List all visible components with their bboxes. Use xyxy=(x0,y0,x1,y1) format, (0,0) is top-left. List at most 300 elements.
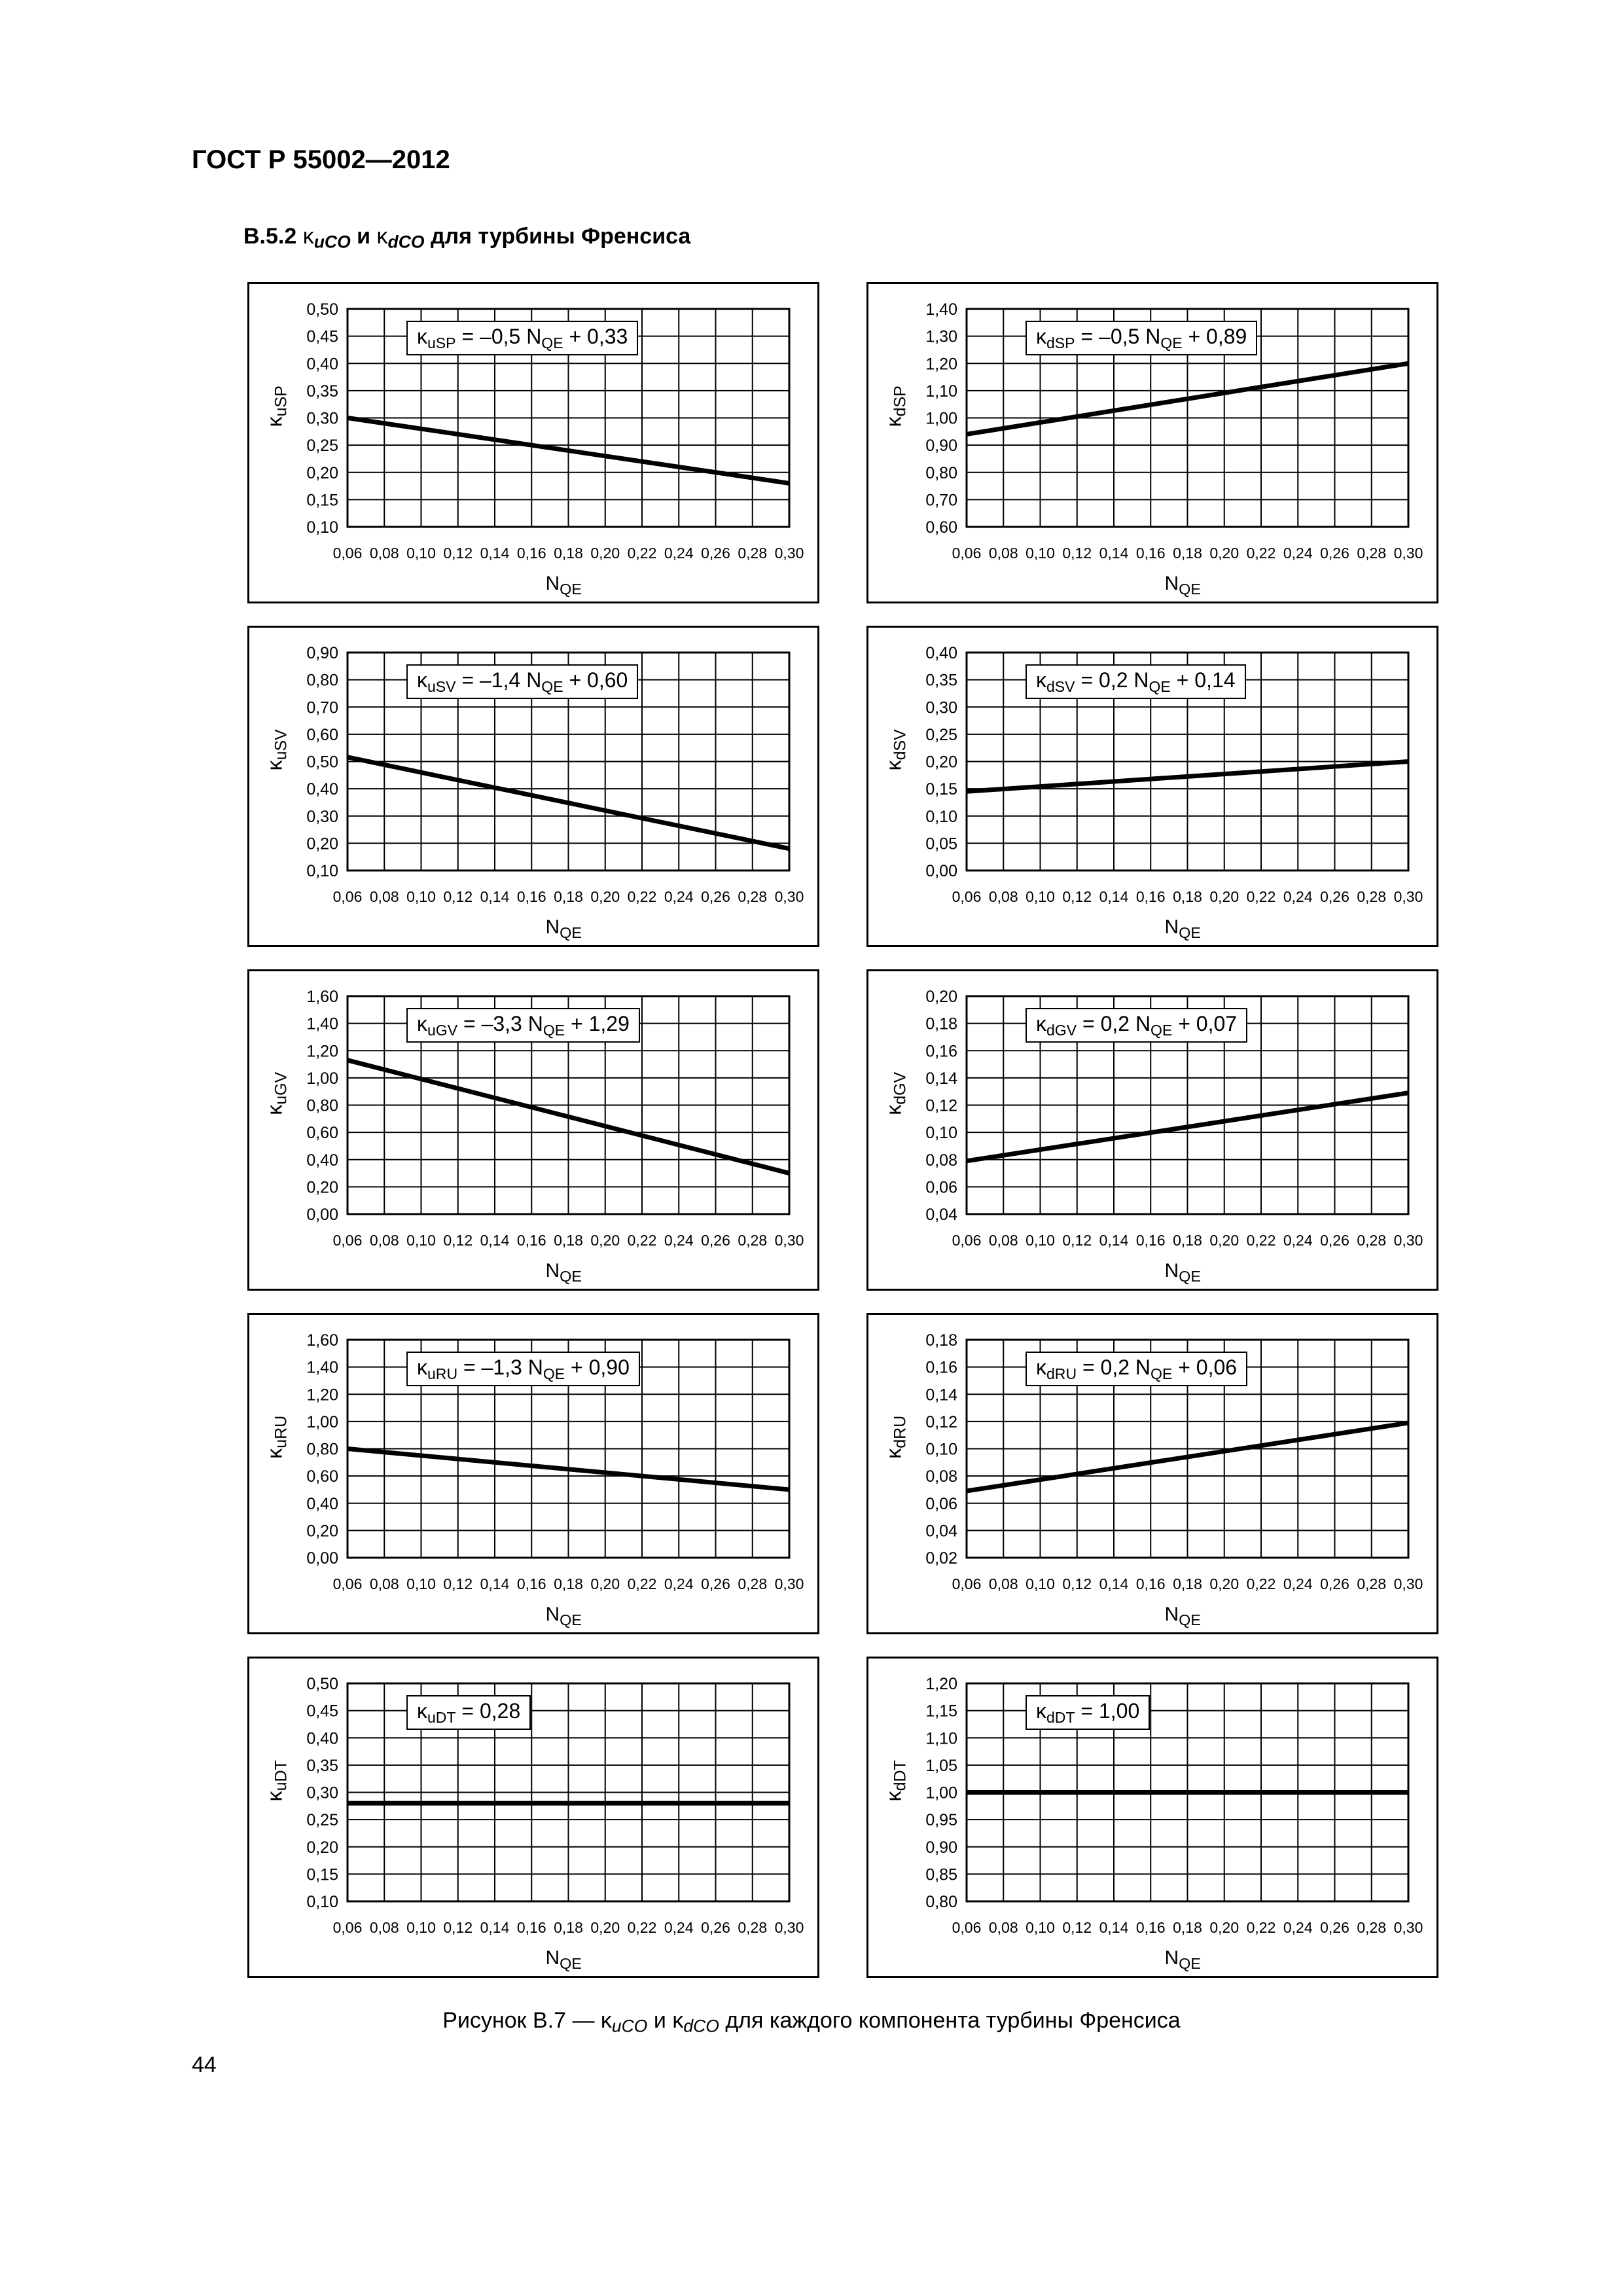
x-axis-label-sub: QE xyxy=(560,924,582,942)
x-tick-label: 0,22 xyxy=(627,1575,657,1592)
x-tick-label: 0,06 xyxy=(952,1919,982,1936)
equation-label xyxy=(1026,321,1257,355)
x-tick-label: 0,30 xyxy=(774,1232,804,1249)
x-tick-label: 0,10 xyxy=(1026,1575,1055,1592)
y-tick-label: 0,60 xyxy=(306,1467,338,1486)
x-tick-label: 0,18 xyxy=(554,1575,583,1592)
x-tick-label: 0,08 xyxy=(369,545,399,562)
x-tick-label: 0,10 xyxy=(1026,1232,1055,1249)
y-tick-label: 1,20 xyxy=(306,1386,338,1405)
y-tick-label: 0,50 xyxy=(306,753,338,772)
equation-part: + 0,33 xyxy=(563,325,628,348)
y-axis-label-sub: uSV xyxy=(272,728,291,760)
x-tick-label: 0,16 xyxy=(516,888,546,905)
x-tick-label: 0,08 xyxy=(369,888,399,905)
x-axis-label xyxy=(546,916,582,942)
x-tick-label: 0,10 xyxy=(1026,1919,1055,1936)
chart-panel-uRU xyxy=(247,1313,819,1634)
equation-part: κ xyxy=(1036,1012,1046,1035)
y-axis-label-sub: dSV xyxy=(891,728,910,760)
y-axis-label-main: κ xyxy=(262,416,287,427)
y-axis-label-main: κ xyxy=(882,759,906,770)
x-tick-label: 0,22 xyxy=(1246,1575,1276,1592)
y-tick-label: 0,10 xyxy=(306,518,338,537)
x-axis-label-main: N xyxy=(545,1260,560,1282)
x-tick-label: 0,26 xyxy=(701,1232,730,1249)
x-tick-label: 0,12 xyxy=(1062,545,1092,562)
y-tick-label: 0,08 xyxy=(925,1151,957,1170)
x-tick-label: 0,30 xyxy=(1393,545,1423,562)
x-axis-label-sub: QE xyxy=(560,1268,582,1285)
x-tick-label: 0,24 xyxy=(664,1232,694,1249)
x-tick-label: 0,18 xyxy=(554,1232,583,1249)
y-tick-label: 0,20 xyxy=(306,1522,338,1541)
x-tick-label: 0,14 xyxy=(480,1919,510,1936)
section-sub-2: dCO xyxy=(387,232,425,252)
equation-part: κ xyxy=(1036,1355,1046,1379)
x-tick-label: 0,06 xyxy=(332,545,363,562)
x-tick-label: 0,30 xyxy=(1393,1232,1423,1249)
x-tick-label: 0,30 xyxy=(1393,888,1423,905)
y-tick-label: 1,00 xyxy=(925,1784,957,1803)
y-tick-label: 0,30 xyxy=(306,807,338,826)
y-axis-label-sub: dGV xyxy=(891,1071,910,1105)
y-tick-label: 0,45 xyxy=(306,327,338,346)
chart-panel-uGV xyxy=(247,969,819,1291)
x-tick-label: 0,22 xyxy=(627,545,657,562)
equation-part: + 0,06 xyxy=(1172,1355,1238,1379)
x-axis-label-main: N xyxy=(545,1947,560,1969)
equation-part: uGV xyxy=(427,1021,458,1039)
x-tick-label: 0,28 xyxy=(738,1919,768,1936)
equation-part: κ xyxy=(417,1012,427,1035)
y-tick-label: 0,60 xyxy=(925,518,957,537)
x-tick-label: 0,18 xyxy=(1173,888,1202,905)
x-tick-label: 0,22 xyxy=(627,888,657,905)
y-tick-label: 0,60 xyxy=(306,725,338,744)
x-tick-label: 0,26 xyxy=(1320,1919,1349,1936)
y-tick-label: 0,70 xyxy=(925,491,957,510)
equation-part: uDT xyxy=(427,1708,456,1726)
x-tick-label: 0,12 xyxy=(443,888,473,905)
equation-part: + 0,60 xyxy=(563,668,628,692)
equation-part: + 0,90 xyxy=(565,1355,630,1379)
y-tick-label: 1,00 xyxy=(306,1069,338,1088)
y-tick-label: 0,50 xyxy=(306,1675,338,1693)
chart-svg xyxy=(249,1659,821,1980)
x-axis-label-main: N xyxy=(1164,1947,1179,1969)
y-tick-label: 1,40 xyxy=(306,1358,338,1377)
x-tick-label: 0,10 xyxy=(406,1919,436,1936)
x-axis-label xyxy=(546,573,582,598)
x-tick-label: 0,06 xyxy=(332,1232,363,1249)
x-tick-label: 0,24 xyxy=(664,1575,694,1592)
x-tick-label: 0,10 xyxy=(406,545,436,562)
caption-sub-1: uCO xyxy=(611,2016,648,2036)
y-tick-label: 0,20 xyxy=(306,834,338,853)
equation-part: QE xyxy=(543,1365,565,1382)
caption-conj: и xyxy=(653,2008,666,2033)
x-tick-label: 0,16 xyxy=(516,1919,546,1936)
y-axis-label-sub: uSP xyxy=(272,385,291,416)
equation-part: = –0,5 N xyxy=(1075,325,1161,348)
y-tick-label: 1,40 xyxy=(306,1014,338,1033)
x-tick-label: 0,18 xyxy=(554,888,583,905)
y-tick-label: 0,00 xyxy=(306,1549,338,1568)
equation-part: + 0,14 xyxy=(1170,668,1236,692)
y-tick-label: 0,06 xyxy=(925,1494,957,1513)
y-tick-label: 0,18 xyxy=(925,1014,957,1033)
x-axis-label-main: N xyxy=(545,1604,560,1625)
y-tick-label: 0,40 xyxy=(306,355,338,374)
equation-part: dRU xyxy=(1046,1365,1077,1382)
x-tick-label: 0,28 xyxy=(1357,1919,1387,1936)
y-tick-label: 0,20 xyxy=(306,463,338,482)
x-tick-label: 0,12 xyxy=(443,1575,473,1592)
x-tick-label: 0,14 xyxy=(1099,1232,1129,1249)
x-tick-label: 0,30 xyxy=(774,545,804,562)
equation-part: dDT xyxy=(1046,1708,1075,1726)
equation-part: dSP xyxy=(1046,334,1075,351)
equation-part: = –1,3 N xyxy=(457,1355,543,1379)
x-tick-label: 0,20 xyxy=(590,888,620,905)
y-tick-label: 0,35 xyxy=(925,671,957,690)
x-tick-label: 0,14 xyxy=(1099,1919,1129,1936)
equation-part: dSV xyxy=(1046,677,1075,695)
x-tick-label: 0,10 xyxy=(406,1575,436,1592)
equation-part: QE xyxy=(541,677,563,695)
y-tick-label: 0,14 xyxy=(925,1386,957,1405)
x-tick-label: 0,08 xyxy=(988,1575,1018,1592)
x-tick-label: 0,22 xyxy=(1246,888,1276,905)
x-tick-label: 0,26 xyxy=(701,1919,730,1936)
section-title xyxy=(243,224,690,253)
y-tick-label: 1,10 xyxy=(925,1729,957,1748)
y-tick-label: 0,90 xyxy=(925,437,957,456)
y-tick-label: 0,16 xyxy=(925,1358,957,1377)
x-tick-label: 0,20 xyxy=(590,1919,620,1936)
x-tick-label: 0,16 xyxy=(1135,1919,1166,1936)
y-axis-label xyxy=(262,1060,291,1126)
y-axis-label xyxy=(262,717,291,782)
equation-part: QE xyxy=(1160,334,1183,351)
x-tick-label: 0,22 xyxy=(1246,1232,1276,1249)
y-tick-label: 0,12 xyxy=(925,1412,957,1431)
x-tick-label: 0,24 xyxy=(1283,888,1313,905)
y-tick-label: 0,25 xyxy=(925,725,957,744)
x-tick-label: 0,12 xyxy=(443,545,473,562)
x-tick-label: 0,06 xyxy=(332,1575,363,1592)
x-tick-label: 0,10 xyxy=(406,888,436,905)
y-tick-label: 0,85 xyxy=(925,1865,957,1884)
x-tick-label: 0,30 xyxy=(774,1919,804,1936)
x-axis-label xyxy=(546,1604,582,1629)
x-tick-label: 0,20 xyxy=(590,1575,620,1592)
x-axis-label xyxy=(546,1947,582,1973)
caption-kappa-1: κ xyxy=(600,2008,612,2033)
x-tick-label: 0,14 xyxy=(480,545,510,562)
x-axis-label-main: N xyxy=(1164,1604,1179,1625)
y-tick-label: 0,80 xyxy=(306,1096,338,1115)
document-header: ГОСТ Р 55002—2012 xyxy=(192,145,450,174)
chart-panel-dSP xyxy=(866,282,1438,603)
x-tick-label: 0,12 xyxy=(1062,1232,1092,1249)
y-tick-label: 0,10 xyxy=(306,1893,338,1911)
chart-panel-dDT xyxy=(866,1657,1438,1978)
caption-prefix: Рисунок В.7 — xyxy=(442,2008,595,2033)
x-axis-label-main: N xyxy=(545,573,560,594)
y-tick-label: 1,20 xyxy=(925,1675,957,1693)
x-tick-label: 0,22 xyxy=(1246,1919,1276,1936)
y-axis-label-main: κ xyxy=(262,1790,287,1801)
equation-part: = 0,2 N xyxy=(1077,1355,1151,1379)
y-tick-label: 0,35 xyxy=(306,1756,338,1775)
section-number: В.5.2 xyxy=(243,224,297,249)
x-tick-label: 0,30 xyxy=(1393,1919,1423,1936)
x-tick-label: 0,08 xyxy=(988,1919,1018,1936)
equation-part: κ xyxy=(1036,668,1046,692)
x-tick-label: 0,26 xyxy=(1320,1575,1349,1592)
equation-part: κ xyxy=(417,1355,427,1379)
equation-part: + 1,29 xyxy=(565,1012,630,1035)
x-tick-label: 0,14 xyxy=(1099,545,1129,562)
x-tick-label: 0,08 xyxy=(988,1232,1018,1249)
x-tick-label: 0,28 xyxy=(1357,545,1387,562)
x-tick-label: 0,18 xyxy=(554,1919,583,1936)
x-axis-label-sub: QE xyxy=(1179,1268,1201,1285)
equation-part: = 0,28 xyxy=(455,1699,521,1723)
x-tick-label: 0,20 xyxy=(590,1232,620,1249)
page-number: 44 xyxy=(192,2053,217,2077)
y-tick-label: 0,20 xyxy=(306,1838,338,1857)
equation-label xyxy=(1026,664,1246,699)
x-tick-label: 0,14 xyxy=(480,1575,510,1592)
x-tick-label: 0,28 xyxy=(738,888,768,905)
y-tick-label: 0,25 xyxy=(306,1811,338,1830)
x-tick-label: 0,26 xyxy=(1320,888,1349,905)
x-tick-label: 0,16 xyxy=(516,1232,546,1249)
x-tick-label: 0,16 xyxy=(1135,888,1166,905)
y-tick-label: 0,25 xyxy=(306,437,338,456)
y-tick-label: 0,12 xyxy=(925,1096,957,1115)
equation-label xyxy=(406,1695,531,1730)
y-tick-label: 0,06 xyxy=(925,1178,957,1197)
x-tick-label: 0,20 xyxy=(1209,1575,1240,1592)
x-tick-label: 0,12 xyxy=(1062,1919,1092,1936)
y-axis-label xyxy=(262,1404,291,1469)
y-tick-label: 0,80 xyxy=(925,463,957,482)
x-axis-label xyxy=(1165,1947,1201,1973)
y-tick-label: 0,00 xyxy=(925,862,957,880)
x-axis-label-sub: QE xyxy=(560,1955,582,1973)
y-axis-label-sub: uRU xyxy=(272,1415,291,1448)
y-tick-label: 0,16 xyxy=(925,1042,957,1061)
y-axis-label-main: κ xyxy=(262,759,287,770)
y-tick-label: 0,00 xyxy=(306,1206,338,1224)
x-tick-label: 0,18 xyxy=(1173,1232,1202,1249)
equation-label xyxy=(406,321,638,355)
x-tick-label: 0,28 xyxy=(738,1232,768,1249)
equation-label xyxy=(1026,1352,1247,1386)
equation-part: κ xyxy=(1036,325,1046,348)
y-tick-label: 0,40 xyxy=(306,1151,338,1170)
equation-part: uSP xyxy=(427,334,456,351)
y-tick-label: 0,95 xyxy=(925,1811,957,1830)
x-tick-label: 0,06 xyxy=(952,1232,982,1249)
y-tick-label: 0,35 xyxy=(306,382,338,401)
y-tick-label: 0,14 xyxy=(925,1069,957,1088)
y-tick-label: 1,60 xyxy=(306,988,338,1006)
x-axis-label-main: N xyxy=(1164,1260,1179,1282)
y-tick-label: 0,30 xyxy=(925,698,957,717)
chart-panel-uSV xyxy=(247,626,819,947)
y-tick-label: 0,10 xyxy=(925,807,957,826)
x-tick-label: 0,18 xyxy=(1173,545,1202,562)
y-tick-label: 0,08 xyxy=(925,1467,957,1486)
y-tick-label: 0,15 xyxy=(306,491,338,510)
x-tick-label: 0,26 xyxy=(701,888,730,905)
section-tail: для турбины Френсиса xyxy=(430,224,691,249)
y-axis-label xyxy=(262,373,291,439)
x-tick-label: 0,06 xyxy=(332,888,363,905)
equation-part: + 0,07 xyxy=(1172,1012,1238,1035)
y-tick-label: 0,45 xyxy=(306,1702,338,1721)
y-tick-label: 0,20 xyxy=(925,753,957,772)
x-tick-label: 0,10 xyxy=(1026,888,1055,905)
figure-caption xyxy=(0,2008,1623,2037)
x-tick-label: 0,20 xyxy=(1209,1919,1240,1936)
y-tick-label: 1,60 xyxy=(306,1331,338,1350)
equation-part: = 0,2 N xyxy=(1077,1012,1151,1035)
caption-kappa-2: κ xyxy=(672,2008,684,2033)
equation-label xyxy=(406,1008,640,1043)
x-tick-label: 0,14 xyxy=(480,888,510,905)
y-tick-label: 0,30 xyxy=(306,409,338,428)
x-axis-label xyxy=(1165,1604,1201,1629)
x-tick-label: 0,16 xyxy=(516,545,546,562)
equation-label xyxy=(1026,1695,1150,1730)
y-tick-label: 0,18 xyxy=(925,1331,957,1350)
x-tick-label: 0,16 xyxy=(1135,1232,1166,1249)
y-axis-label-main: κ xyxy=(262,1104,287,1115)
x-tick-label: 0,08 xyxy=(988,545,1018,562)
equation-label xyxy=(1026,1008,1247,1043)
x-tick-label: 0,16 xyxy=(1135,1575,1166,1592)
y-tick-label: 1,10 xyxy=(925,382,957,401)
x-tick-label: 0,24 xyxy=(664,888,694,905)
equation-part: QE xyxy=(1150,1365,1173,1382)
x-tick-label: 0,16 xyxy=(1135,545,1166,562)
y-tick-label: 0,50 xyxy=(306,300,338,319)
y-tick-label: 0,40 xyxy=(306,1729,338,1748)
section-kappa-2: κ xyxy=(376,224,388,249)
x-tick-label: 0,24 xyxy=(1283,1919,1313,1936)
equation-part: QE xyxy=(1150,1021,1173,1039)
x-tick-label: 0,14 xyxy=(480,1232,510,1249)
x-axis-label-sub: QE xyxy=(560,581,582,598)
y-tick-label: 0,20 xyxy=(306,1178,338,1197)
y-tick-label: 1,00 xyxy=(925,409,957,428)
y-tick-label: 0,04 xyxy=(925,1522,957,1541)
y-tick-label: 1,30 xyxy=(925,327,957,346)
y-tick-label: 0,40 xyxy=(306,1494,338,1513)
equation-part: = 0,2 N xyxy=(1075,668,1149,692)
y-axis-label-sub: uGV xyxy=(272,1071,291,1105)
y-tick-label: 1,15 xyxy=(925,1702,957,1721)
y-tick-label: 0,10 xyxy=(925,1440,957,1459)
y-tick-label: 0,02 xyxy=(925,1549,957,1568)
x-axis-label-main: N xyxy=(545,916,560,938)
x-axis-label xyxy=(1165,1260,1201,1285)
section-kappa-1: κ xyxy=(302,224,314,249)
x-tick-label: 0,26 xyxy=(1320,1232,1349,1249)
x-axis-label-sub: QE xyxy=(1179,1955,1201,1973)
x-tick-label: 0,08 xyxy=(988,888,1018,905)
chart-panel-uSP xyxy=(247,282,819,603)
y-tick-label: 1,40 xyxy=(925,300,957,319)
y-axis-label xyxy=(882,1748,910,1813)
x-tick-label: 0,22 xyxy=(627,1919,657,1936)
y-axis-label xyxy=(882,1404,910,1469)
x-axis-label-main: N xyxy=(1164,916,1179,938)
x-tick-label: 0,10 xyxy=(406,1232,436,1249)
caption-tail: для каждого компонента турбины Френсиса xyxy=(725,2008,1181,2033)
x-axis-label-sub: QE xyxy=(560,1611,582,1629)
y-tick-label: 0,15 xyxy=(306,1865,338,1884)
y-axis-label-sub: dRU xyxy=(891,1415,910,1448)
equation-part: = –0,5 N xyxy=(455,325,542,348)
x-tick-label: 0,20 xyxy=(1209,888,1240,905)
caption-sub-2: dCO xyxy=(683,2016,719,2036)
y-tick-label: 0,60 xyxy=(306,1124,338,1143)
y-axis-label-main: κ xyxy=(882,416,906,427)
equation-label xyxy=(406,1352,640,1386)
x-tick-label: 0,16 xyxy=(516,1575,546,1592)
y-axis-label-sub: uDT xyxy=(272,1759,291,1791)
x-tick-label: 0,14 xyxy=(1099,888,1129,905)
x-tick-label: 0,26 xyxy=(701,1575,730,1592)
section-conj: и xyxy=(357,224,371,249)
x-tick-label: 0,26 xyxy=(1320,545,1349,562)
x-tick-label: 0,24 xyxy=(1283,1575,1313,1592)
y-axis-label-main: κ xyxy=(262,1448,287,1459)
y-tick-label: 0,15 xyxy=(925,780,957,799)
chart-panel-dSV xyxy=(866,626,1438,947)
y-axis-label xyxy=(882,717,910,782)
equation-part: QE xyxy=(543,1021,565,1039)
equation-part: QE xyxy=(541,334,563,351)
x-tick-label: 0,24 xyxy=(1283,545,1313,562)
x-tick-label: 0,24 xyxy=(1283,1232,1313,1249)
x-tick-label: 0,30 xyxy=(774,1575,804,1592)
x-tick-label: 0,26 xyxy=(701,545,730,562)
x-tick-label: 0,18 xyxy=(1173,1919,1202,1936)
x-tick-label: 0,18 xyxy=(554,545,583,562)
y-tick-label: 0,30 xyxy=(306,1784,338,1803)
y-axis-label-main: κ xyxy=(882,1448,906,1459)
section-sub-1: uCO xyxy=(313,232,351,252)
x-tick-label: 0,20 xyxy=(590,545,620,562)
equation-part: uSV xyxy=(427,677,456,695)
x-tick-label: 0,14 xyxy=(1099,1575,1129,1592)
chart-svg xyxy=(868,1659,1440,1980)
x-tick-label: 0,24 xyxy=(664,1919,694,1936)
chart-panel-uDT xyxy=(247,1657,819,1978)
equation-part: κ xyxy=(417,1699,427,1723)
x-tick-label: 0,06 xyxy=(332,1919,363,1936)
x-tick-label: 0,12 xyxy=(1062,888,1092,905)
x-axis-label-sub: QE xyxy=(1179,1611,1201,1629)
